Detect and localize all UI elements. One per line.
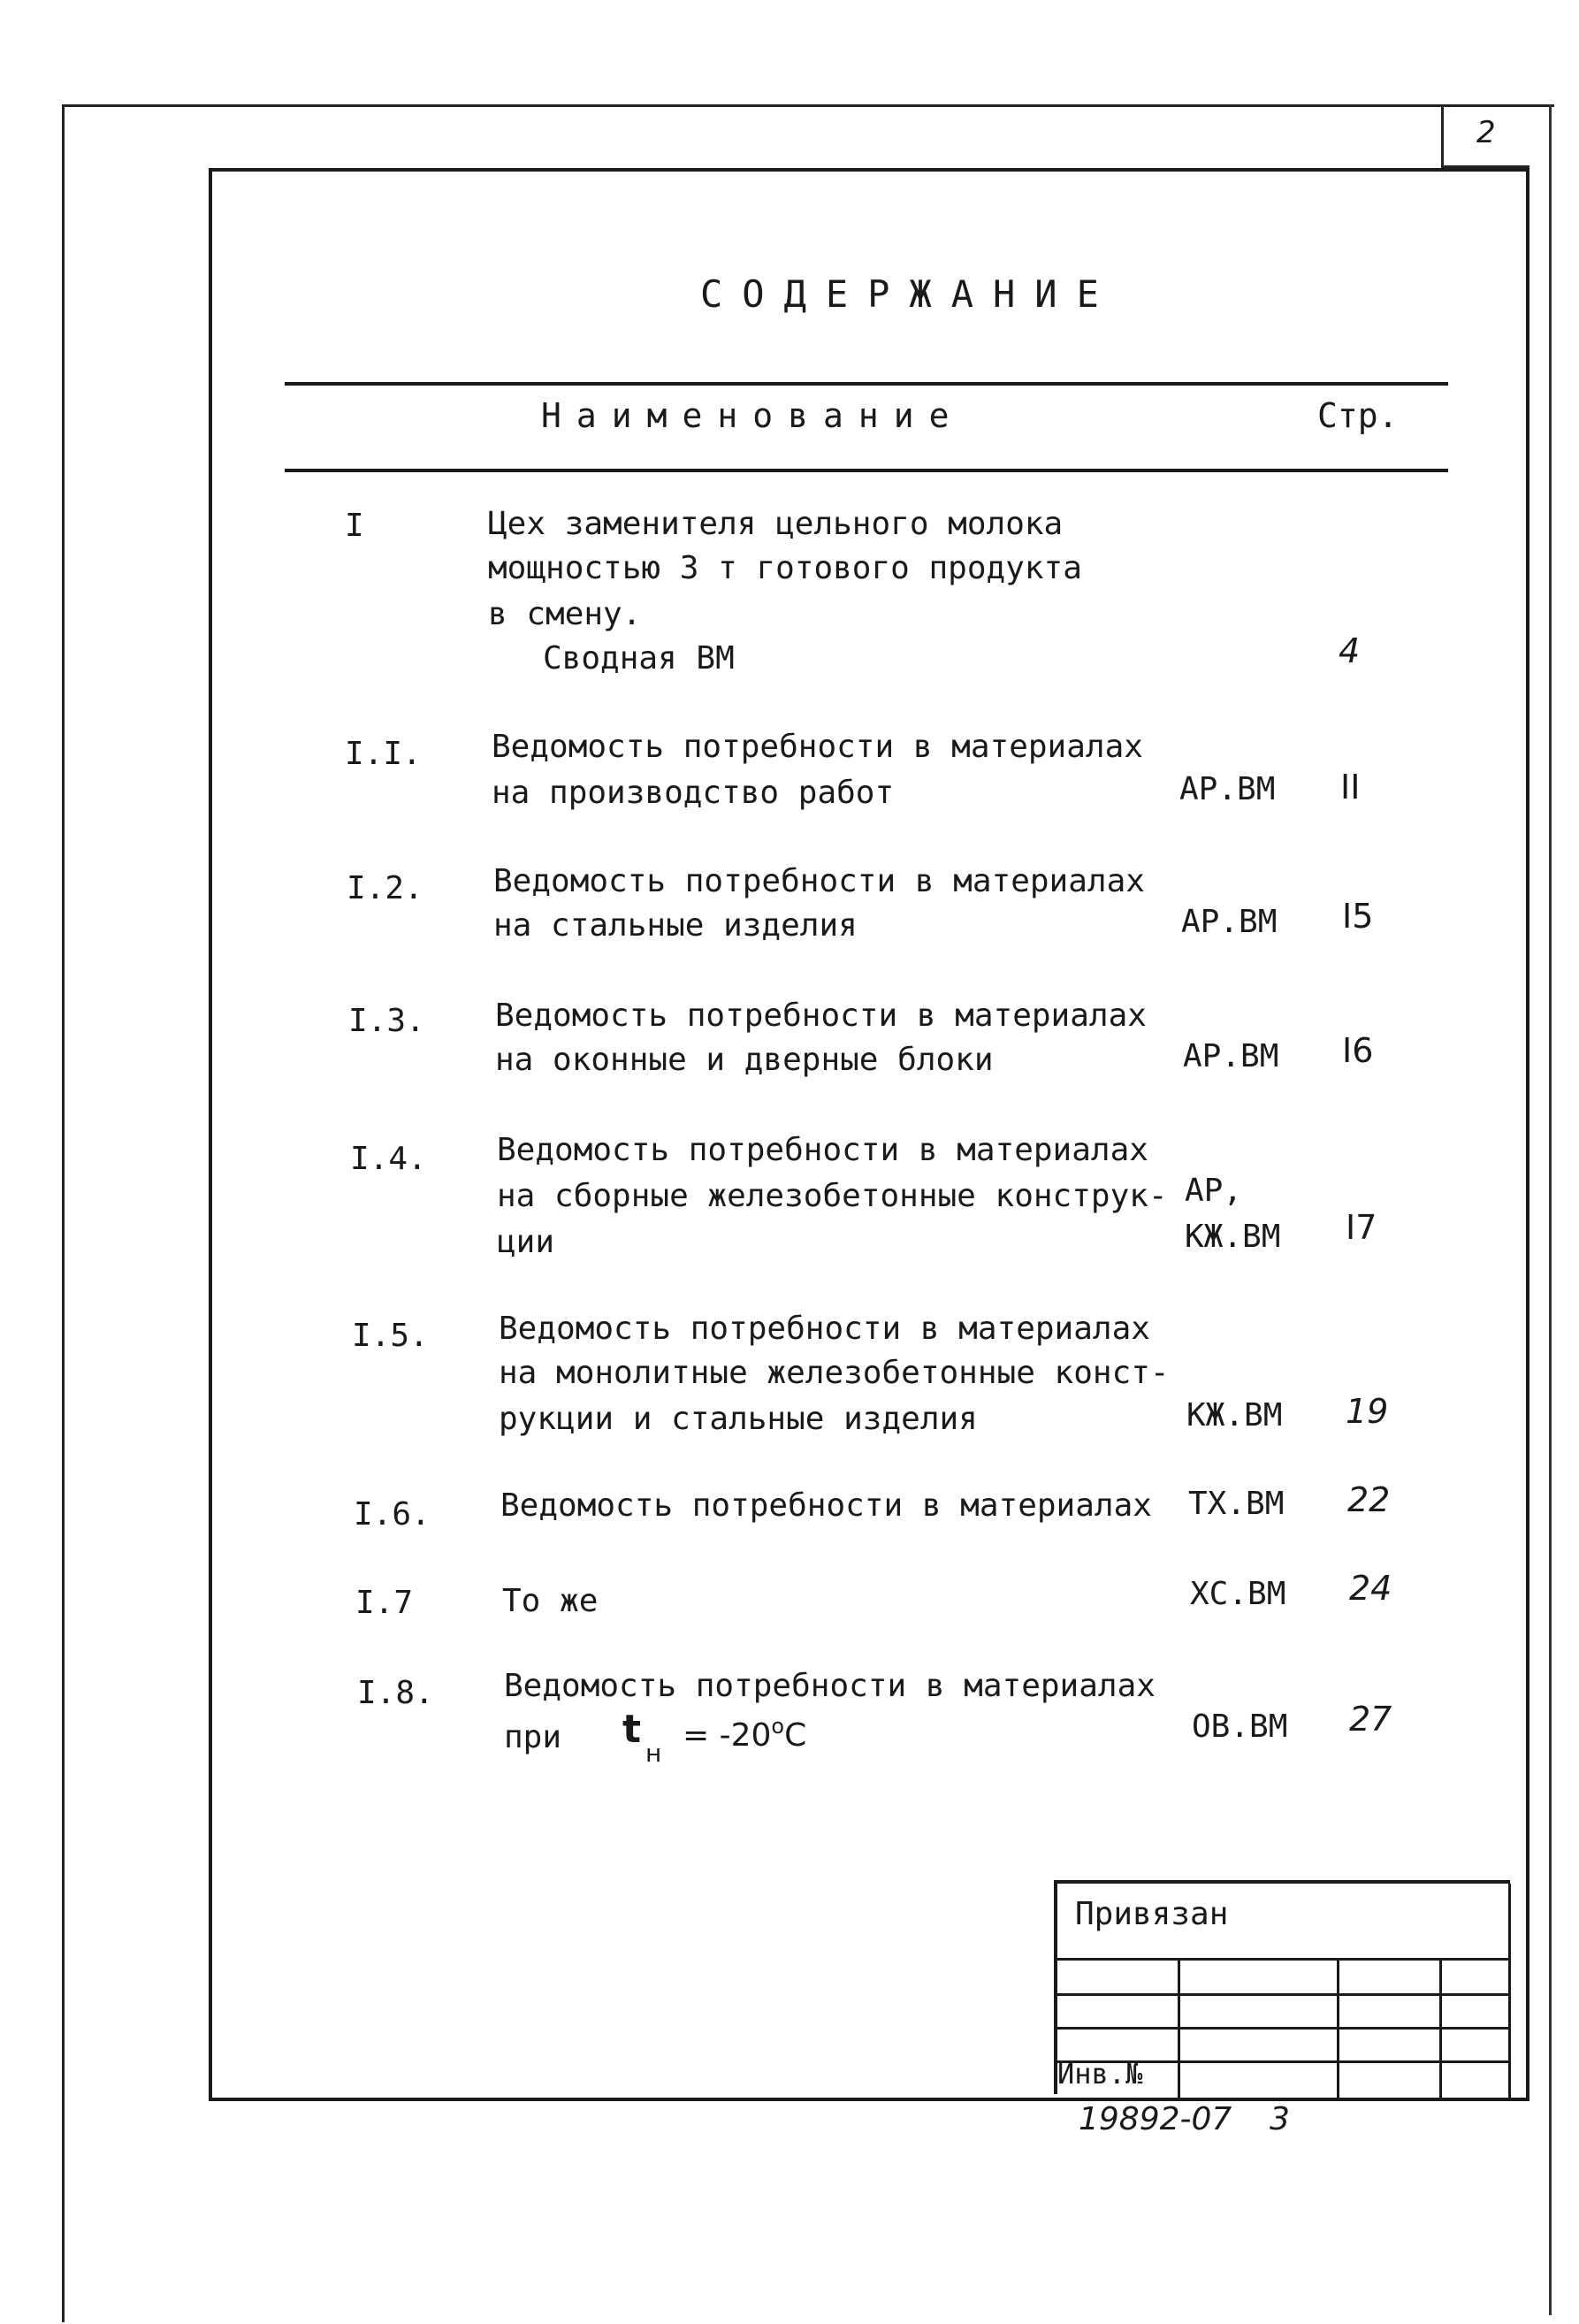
row-code-line: АР,	[1185, 1173, 1243, 1209]
row-page: I7	[1346, 1208, 1377, 1247]
header-top-rule	[285, 382, 1448, 386]
stamp-grid-line	[1178, 1958, 1180, 2098]
row-page: 4	[1339, 631, 1361, 670]
row-title-line: Ведомость потребности в материалах	[504, 1668, 1156, 1704]
row-number: I.7	[355, 1585, 414, 1621]
row-title-line: на сборные железобетонные конструк-	[497, 1178, 1168, 1214]
footer-sheet-number: 3	[1270, 2101, 1290, 2137]
row-title-line: Ведомость потребности в материалах	[499, 1311, 1150, 1347]
row-title-line: ции	[497, 1224, 555, 1260]
row-code-line: КЖ.ВМ	[1185, 1219, 1281, 1255]
row-title-line: Ведомость потребности в материалах	[497, 1132, 1148, 1168]
footer-document-number: 19892-07	[1079, 2101, 1232, 2137]
row-title-line: Ведомость потребности в материалах	[500, 1487, 1152, 1524]
row-title-line: в смену.	[488, 596, 642, 632]
stamp-grid-line	[1057, 1993, 1510, 1996]
row-page: 27	[1349, 1700, 1392, 1739]
row-title-line: на производство работ	[492, 775, 895, 811]
row-number: I.5.	[352, 1318, 429, 1354]
sheet-number: 2	[1476, 115, 1496, 150]
inventory-number-label: Инв.№	[1057, 2057, 1143, 2091]
row-code: ХС.ВМ	[1190, 1576, 1286, 1612]
formula-prefix: при	[504, 1719, 562, 1755]
stamp-grid-line	[1439, 1958, 1442, 2098]
row-number: I.4.	[350, 1141, 427, 1177]
row-page: 22	[1347, 1480, 1391, 1519]
formula-subscript: н	[645, 1739, 662, 1768]
row-title-line: мощностью 3 т готового продукта	[488, 550, 1082, 586]
header-bottom-rule	[285, 469, 1448, 472]
row-title-line: на оконные и дверные блоки	[495, 1042, 994, 1078]
row-title-line: Цех заменителя цельного молока	[488, 506, 1064, 542]
formula-value: = $-20^oС$	[683, 1714, 807, 1754]
row-number: I.3.	[348, 1003, 425, 1039]
row-title-line: рукции и стальные изделия	[499, 1401, 978, 1437]
column-header-page: Стр.	[1317, 396, 1399, 435]
row-number: I.8.	[357, 1675, 434, 1711]
row-number: I.6.	[354, 1496, 431, 1533]
document-title: СОДЕРЖАНИЕ	[700, 272, 1118, 316]
formula-symbol: t	[622, 1707, 642, 1752]
row-number: I.2.	[347, 870, 423, 906]
row-code: АР.ВМ	[1183, 1038, 1279, 1074]
row-title-line: Ведомость потребности в материалах	[492, 729, 1143, 765]
row-title-line: То же	[502, 1583, 599, 1619]
row-page: 24	[1349, 1569, 1392, 1608]
row-code: АР.ВМ	[1179, 771, 1276, 807]
row-page: 19	[1346, 1392, 1389, 1431]
row-subtitle: Сводная ВМ	[543, 640, 735, 677]
stamp-grid-line	[1057, 1958, 1510, 1961]
row-title-line: Ведомость потребности в материалах	[493, 863, 1145, 899]
stamp-label: Привязан	[1075, 1896, 1229, 1932]
row-title-line: Ведомость потребности в материалах	[495, 998, 1147, 1034]
outer-frame-right-edge	[1549, 104, 1552, 2315]
row-title-line: на монолитные железобетонные конст-	[499, 1355, 1170, 1391]
row-code: КЖ.ВМ	[1186, 1397, 1283, 1433]
row-page: I6	[1342, 1031, 1374, 1070]
row-page: II	[1340, 768, 1361, 807]
stamp-grid-line	[1508, 1884, 1511, 2098]
row-code: ОВ.ВМ	[1192, 1709, 1288, 1745]
stamp-grid-line	[1057, 2027, 1510, 2030]
row-number: I.I.	[345, 736, 422, 772]
row-page: I5	[1342, 897, 1374, 936]
stamp-grid-line	[1337, 1958, 1339, 2098]
row-code: ТХ.ВМ	[1188, 1486, 1285, 1522]
column-header-name: Наименование	[541, 396, 965, 435]
row-title-line: на стальные изделия	[493, 907, 858, 944]
row-code: АР.ВМ	[1181, 904, 1278, 940]
row-number: I	[345, 508, 364, 544]
